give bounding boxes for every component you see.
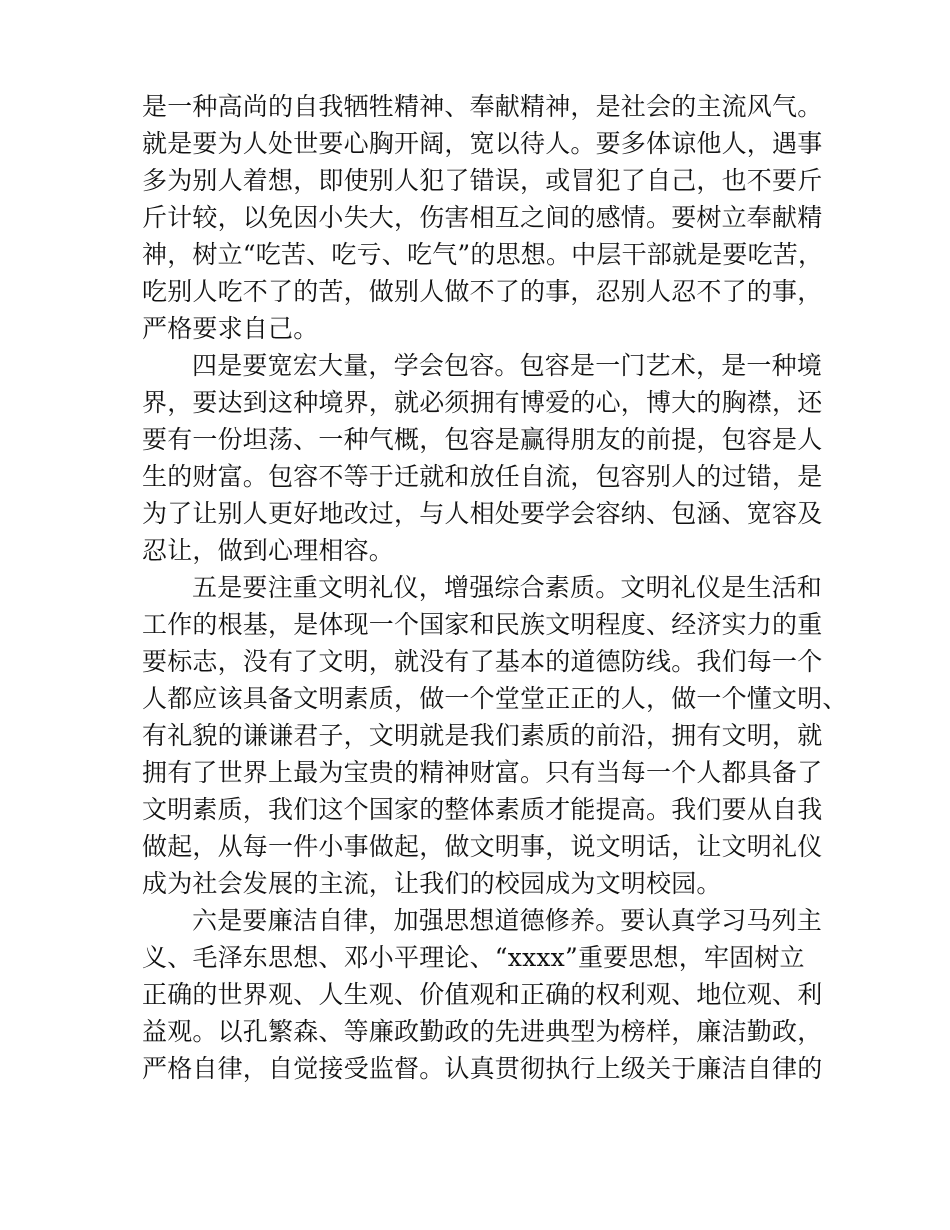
paragraph-start-line: 六是要廉洁自律，加强思想道德修养。要认真学习马列主 <box>192 906 823 935</box>
text-line: 有礼貌的谦谦君子，文明就是我们素质的前沿，拥有文明，就 <box>142 721 823 750</box>
text-line: 严格要求自己。 <box>142 314 319 343</box>
paragraph-start-line: 四是要宽宏大量，学会包容。包容是一门艺术，是一种境 <box>192 351 823 380</box>
text-line: 要标志，没有了文明，就没有了基本的道德防线。我们每一个 <box>142 647 823 676</box>
text-line: 要有一份坦荡、一种气概，包容是赢得朋友的前提，包容是人 <box>142 425 823 454</box>
text-line: 益观。以孔繁森、等廉政勤政的先进典型为榜样，廉洁勤政， <box>142 1017 823 1046</box>
text-line: 义、毛泽东思想、邓小平理论、“xxxx”重要思想，牢固树立 <box>142 943 805 972</box>
text-line: 就是要为人处世要心胸开阔，宽以待人。要多体谅他人，遇事 <box>142 129 823 158</box>
text-line: 为了让别人更好地改过，与人相处要学会容纳、包涵、宽容及 <box>142 499 823 528</box>
text-line: 正确的世界观、人生观、价值观和正确的权利观、地位观、利 <box>142 980 823 1009</box>
text-line: 吃别人吃不了的苦，做别人做不了的事，忍别人忍不了的事， <box>142 277 823 306</box>
document-body <box>142 88 848 1087</box>
text-line: 做起，从每一件小事做起，做文明事，说文明话，让文明礼仪 <box>142 832 823 861</box>
text-line: 神，树立“吃苦、吃亏、吃气”的思想。中层干部就是要吃苦， <box>142 240 824 269</box>
text-line: 斤计较，以免因小失大，伤害相互之间的感情。要树立奉献精 <box>142 203 823 232</box>
text-line: 多为别人着想，即使别人犯了错误，或冒犯了自己，也不要斤 <box>142 166 823 195</box>
text-line: 文明素质，我们这个国家的整体素质才能提高。我们要从自我 <box>142 795 823 824</box>
paragraph-start-line: 五是要注重文明礼仪，增强综合素质。文明礼仪是生活和 <box>192 573 823 602</box>
text-line: 成为社会发展的主流，让我们的校园成为文明校园。 <box>142 869 722 898</box>
text-line: 严格自律，自觉接受监督。认真贯彻执行上级关于廉洁自律的 <box>142 1054 823 1083</box>
text-line: 界，要达到这种境界，就必须拥有博爱的心，博大的胸襟，还 <box>142 388 823 417</box>
text-line: 是一种高尚的自我牺牲精神、奉献精神，是社会的主流风气。 <box>142 92 823 121</box>
text-line: 工作的根基，是体现一个国家和民族文明程度、经济实力的重 <box>142 610 823 639</box>
text-line: 忍让，做到心理相容。 <box>142 536 395 565</box>
text-line: 生的财富。包容不等于迁就和放任自流，包容别人的过错，是 <box>142 462 823 491</box>
text-line: 人都应该具备文明素质，做一个堂堂正正的人，做一个懂文明、 <box>142 684 848 713</box>
text-line: 拥有了世界上最为宝贵的精神财富。只有当每一个人都具备了 <box>142 758 823 787</box>
